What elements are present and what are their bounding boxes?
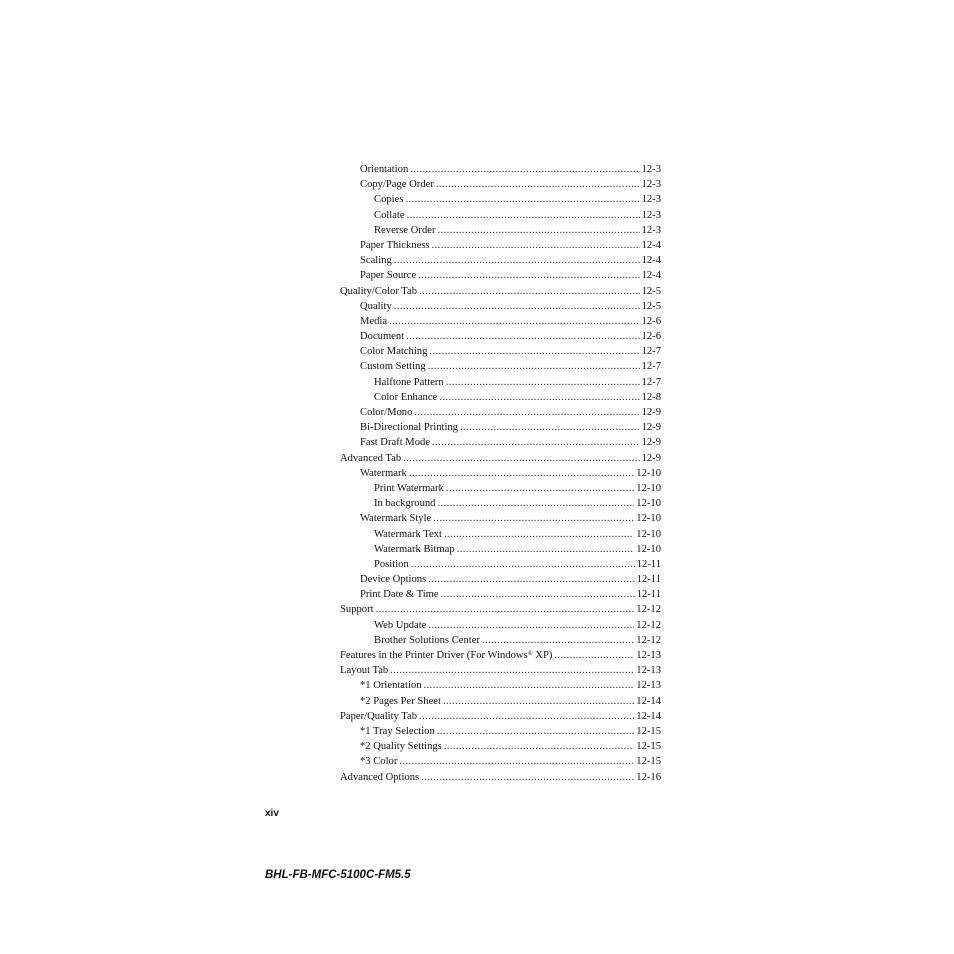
- toc-entry-page: 12-9: [641, 452, 661, 464]
- toc-entry: [340, 208, 661, 223]
- toc-entry-title: Bi-Directional Printing: [360, 422, 458, 434]
- toc-entry-title: *2 Pages Per Sheet: [360, 695, 441, 707]
- toc-entry-title: Color/Mono: [360, 407, 413, 418]
- toc-entry-title: Quality/Color Tab: [340, 285, 418, 297]
- toc-entry-title: Device Options: [360, 574, 427, 586]
- toc-entry: [340, 314, 661, 329]
- toc-entry-title: Brother Solutions Center: [374, 634, 480, 646]
- toc-entry-page: 12-10: [636, 543, 661, 555]
- toc-entry-title: Watermark Style: [360, 513, 432, 525]
- toc-entry-page: 12-3: [641, 194, 661, 206]
- toc-entry: [340, 481, 661, 496]
- toc-entry-title: Reverse Order: [374, 224, 436, 236]
- page-number: xiv: [265, 808, 279, 819]
- toc-dot-leader: [390, 663, 634, 678]
- toc-entry-page: 12-4: [641, 270, 661, 282]
- toc-entry: [340, 602, 661, 617]
- toc-entry: [340, 435, 661, 450]
- toc-dot-leader: [394, 253, 640, 268]
- toc-entry-page: 12-15: [636, 741, 661, 753]
- toc-entry-page: 12-3: [641, 164, 661, 175]
- toc-dot-leader: [432, 435, 640, 450]
- toc-dot-leader: [421, 770, 634, 785]
- toc-entry-page: 12-11: [636, 558, 661, 570]
- toc-entry: [340, 587, 661, 602]
- toc-entry-title: Halftone Pattern: [374, 376, 444, 388]
- toc-entry-page: 12-14: [636, 695, 661, 707]
- toc-entry-page: 12-13: [636, 650, 661, 661]
- toc-entry-title: Fast Draft Mode: [360, 437, 431, 449]
- toc-entry-title: Copy/Page Order: [360, 179, 434, 191]
- toc-entry-page: 12-7: [641, 361, 661, 373]
- toc-entry-page: 12-9: [641, 422, 661, 434]
- toc-entry-page: 12-13: [636, 665, 661, 677]
- toc-entry-page: 12-14: [636, 710, 661, 722]
- toc-entry: [340, 709, 661, 724]
- toc-entry: [340, 405, 661, 420]
- toc-dot-leader: [414, 405, 639, 420]
- toc-entry-page: 12-10: [636, 498, 661, 510]
- toc-entry-page: 12-15: [636, 725, 661, 737]
- toc-entry-page: 12-3: [641, 179, 661, 191]
- toc-entry: [340, 663, 661, 678]
- toc-entry-page: 12-9: [641, 437, 661, 449]
- toc-entry-title: Position: [374, 558, 409, 570]
- toc-entry-page: 12-11: [636, 574, 661, 586]
- toc-entry-page: 12-5: [641, 300, 661, 312]
- toc-entry-title: Media: [360, 315, 388, 327]
- toc-entry: [340, 618, 661, 633]
- toc-dot-leader: [446, 375, 640, 390]
- toc-dot-leader: [444, 739, 634, 754]
- toc-entry-title: Paper Thickness: [360, 239, 430, 251]
- toc-entry: [340, 223, 661, 238]
- toc-entry-page: 12-11: [636, 589, 661, 601]
- toc-dot-leader: [457, 542, 635, 557]
- toc-entry-title: Layout Tab: [340, 665, 389, 677]
- toc-entry: [340, 648, 661, 663]
- toc-entry-page: 12-4: [641, 239, 661, 251]
- toc-dot-leader: [437, 724, 635, 739]
- toc-entry-page: 12-7: [641, 346, 661, 358]
- toc-entry-title: Watermark Text: [374, 528, 442, 540]
- table-of-contents: [340, 162, 661, 785]
- toc-entry-title: Custom Setting: [360, 361, 426, 373]
- toc-dot-leader: [406, 329, 639, 344]
- toc-entry-title: Color Matching: [360, 346, 428, 358]
- toc-dot-leader: [432, 238, 640, 253]
- toc-dot-leader: [424, 678, 635, 693]
- toc-entry: [340, 527, 661, 542]
- toc-entry-title: Advanced Tab: [340, 452, 402, 464]
- toc-entry-title: In background: [374, 498, 436, 510]
- toc-entry-page: 12-10: [636, 482, 661, 494]
- document-code-footer: BHL-FB-MFC-5100C-FM5.5: [265, 869, 411, 881]
- toc-dot-leader: [554, 648, 634, 663]
- toc-entry: [340, 678, 661, 693]
- toc-dot-leader: [437, 496, 634, 511]
- toc-entry-page: 12-15: [636, 756, 661, 768]
- toc-dot-leader: [437, 223, 639, 238]
- toc-dot-leader: [389, 314, 640, 329]
- toc-dot-leader: [410, 162, 639, 177]
- toc-entry-title: Orientation: [360, 164, 409, 175]
- toc-entry-page: 12-12: [636, 634, 661, 646]
- toc-entry-title-text: Features in the Printer Driver (For Windows: [340, 650, 528, 661]
- toc-entry-page: 12-6: [641, 331, 661, 343]
- toc-entry: [340, 299, 661, 314]
- toc-dot-leader: [394, 299, 640, 314]
- toc-entry: [340, 162, 661, 177]
- toc-entry: [340, 420, 661, 435]
- toc-entry-title: Paper/Quality Tab: [340, 710, 418, 722]
- toc-entry-title: Support: [340, 604, 374, 616]
- toc-entry: [340, 344, 661, 359]
- toc-dot-leader: [429, 344, 639, 359]
- toc-entry-title: Quality: [360, 300, 392, 312]
- toc-entry: [340, 754, 661, 769]
- toc-dot-leader: [418, 268, 639, 283]
- toc-entry-page: 12-4: [641, 255, 661, 267]
- toc-entry: [340, 511, 661, 526]
- toc-dot-leader: [428, 618, 634, 633]
- toc-entry-title: *1 Orientation: [360, 680, 422, 692]
- toc-entry-page: 12-13: [636, 680, 661, 692]
- toc-entry-title: Color Enhance: [374, 391, 438, 403]
- toc-dot-leader: [405, 192, 639, 207]
- toc-entry-page: 12-16: [636, 771, 661, 783]
- toc-entry-page: 12-5: [641, 285, 661, 297]
- toc-entry-page: 12-10: [636, 467, 661, 479]
- toc-entry: [340, 724, 661, 739]
- toc-entry-title: Print Date & Time: [360, 589, 439, 601]
- toc-entry-page: 12-3: [641, 224, 661, 236]
- toc-entry: [340, 177, 661, 192]
- toc-entry-title: *3 Color: [360, 756, 398, 768]
- toc-entry: [340, 390, 661, 405]
- toc-dot-leader: [482, 633, 634, 648]
- toc-entry-title: [340, 648, 552, 663]
- registered-trademark-mark: ®: [527, 650, 533, 657]
- toc-entry-title: Collate: [374, 209, 405, 221]
- toc-entry-page: 12-12: [636, 619, 661, 631]
- toc-entry: [340, 542, 661, 557]
- toc-entry-title: Watermark: [360, 467, 407, 479]
- toc-entry-page: 12-7: [641, 376, 661, 388]
- toc-entry: [340, 739, 661, 754]
- toc-entry: [340, 557, 661, 572]
- toc-entry-title-text: XP): [532, 650, 553, 661]
- toc-entry-title: Document: [360, 331, 405, 343]
- toc-entry-title: Scaling: [360, 255, 392, 267]
- toc-dot-leader: [443, 694, 634, 709]
- toc-entry-title: Web Update: [374, 619, 427, 631]
- toc-dot-leader: [428, 572, 634, 587]
- toc-entry: [340, 466, 661, 481]
- toc-entry: [340, 451, 661, 466]
- toc-dot-leader: [403, 451, 639, 466]
- toc-entry: [340, 375, 661, 390]
- toc-entry: [340, 268, 661, 283]
- toc-entry: [340, 496, 661, 511]
- toc-dot-leader: [439, 390, 639, 405]
- toc-entry-title: Copies: [374, 194, 404, 206]
- toc-entry-page: 12-3: [641, 209, 661, 221]
- toc-entry-page: 12-9: [641, 407, 661, 418]
- toc-entry: [340, 192, 661, 207]
- toc-dot-leader: [409, 466, 634, 481]
- toc-entry-page: 12-6: [641, 315, 661, 327]
- toc-entry-title: *2 Quality Settings: [360, 741, 442, 753]
- toc-entry: [340, 694, 661, 709]
- toc-entry-page: 12-10: [636, 513, 661, 525]
- toc-entry: [340, 572, 661, 587]
- toc-entry-title: Advanced Options: [340, 771, 420, 783]
- toc-dot-leader: [444, 527, 634, 542]
- toc-dot-leader: [433, 511, 634, 526]
- toc-dot-leader: [419, 709, 634, 724]
- toc-entry: [340, 253, 661, 268]
- toc-dot-leader: [446, 481, 634, 496]
- toc-dot-leader: [460, 420, 640, 435]
- toc-entry: [340, 284, 661, 299]
- toc-entry: [340, 329, 661, 344]
- toc-entry: [340, 633, 661, 648]
- toc-entry-page: 12-12: [636, 604, 661, 616]
- toc-dot-leader: [441, 587, 635, 602]
- toc-dot-leader: [399, 754, 634, 769]
- toc-entry-title: *1 Tray Selection: [360, 725, 435, 737]
- toc-dot-leader: [376, 602, 635, 617]
- toc-dot-leader: [419, 284, 640, 299]
- toc-dot-leader: [411, 557, 635, 572]
- toc-entry: [340, 238, 661, 253]
- toc-entry: [340, 770, 661, 785]
- toc-dot-leader: [428, 359, 640, 374]
- toc-entry-title: Watermark Bitmap: [374, 543, 455, 555]
- toc-entry-page: 12-8: [641, 391, 661, 403]
- toc-entry-title: Print Watermark: [374, 482, 444, 494]
- toc-dot-leader: [407, 208, 640, 223]
- toc-entry-page: 12-10: [636, 528, 661, 540]
- toc-dot-leader: [436, 177, 640, 192]
- toc-entry: [340, 359, 661, 374]
- toc-entry-title: Paper Source: [360, 270, 417, 282]
